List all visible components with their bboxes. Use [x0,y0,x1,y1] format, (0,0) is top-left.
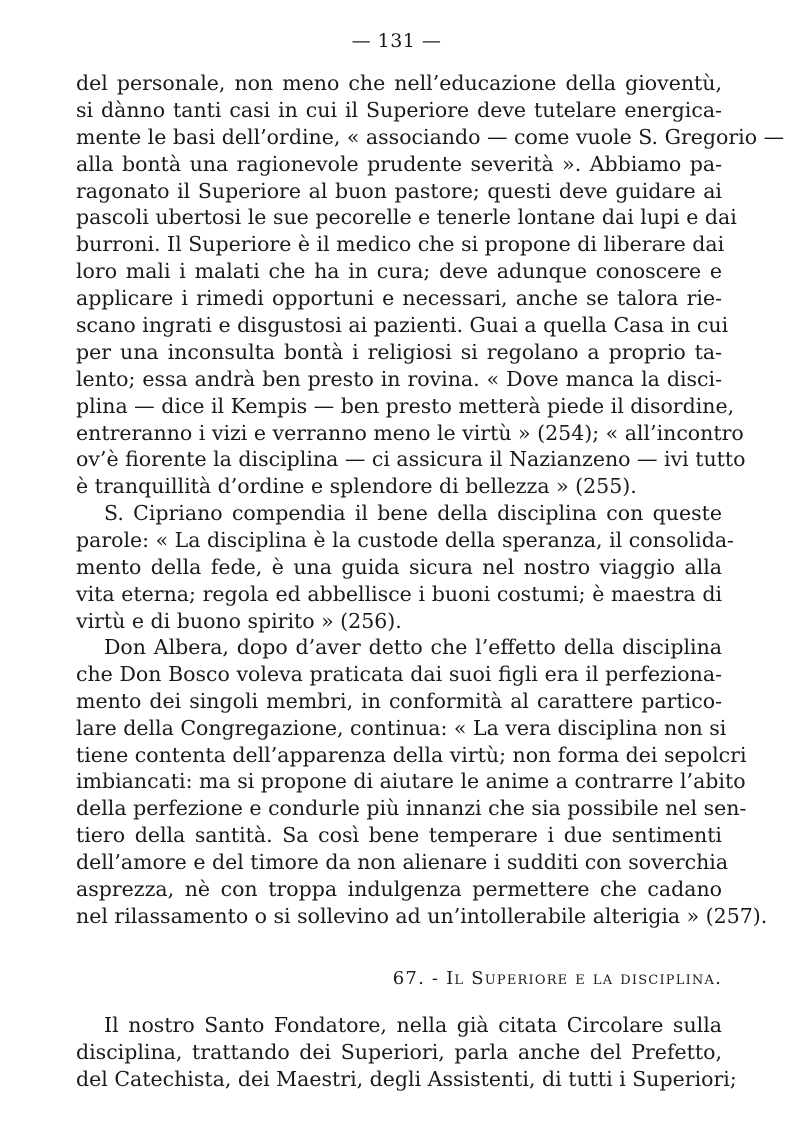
text-line: pascoli ubertosi le sue pecorelle e tenerle lontane dai lupi e dai [76,205,737,230]
text-line: della perfezione e condurle più innanzi che sia possibile nel sen- [76,796,747,821]
text-line: loro mali i malati che ha in cura; deve adunque conoscere e [76,259,722,284]
text-line: dell’amore e del timore da non alienare i sudditi con soverchia [76,850,729,875]
text-line: tiero della santità. Sa così bene temperare i due sentimenti [76,823,722,848]
text-line: Il nostro Santo Fondatore, nella già citata Circolare sulla [104,1013,722,1037]
text-line: tiene contenta dell’apparenza della virtù; non forma dei sepolcri [76,742,747,767]
text-line: che Don Bosco voleva praticata dai suoi figli era il perfeziona- [76,661,722,686]
text-line: virtù e di buono spirito » (256). [76,608,402,633]
text-line: scano ingrati e disgustosi ai pazienti. Guai a quella Casa in cui [76,313,729,338]
text-line: è tranquillità d’ordine e splendore di bellezza » (255). [76,474,637,499]
paragraph-3 [76,634,768,930]
page-number: — 131 — [351,30,442,52]
text-line: imbiancati: ma si propone di aiutare le anime a contrarre l’abito [76,769,746,794]
text-line: per una inconsulta bontà i religiosi si regolano a proprio ta- [76,339,722,364]
text-line: mente le basi dell’ordine, « associando — come vuole S. Gregorio — [76,124,785,149]
text-line: alla bontà una ragionevole prudente severità ». Abbiamo pa- [76,151,722,176]
text-line: vita eterna; regola ed abbellisce i buoni costumi; è maestra di [76,581,722,606]
paragraph-1 [76,70,785,500]
text-line: Don Albera, dopo d’aver detto che l’effetto della disciplina [104,635,722,659]
text-line: del Catechista, dei Maestri, degli Assistenti, di tutti i Superiori; [76,1066,737,1091]
text-line: si dànno tanti casi in cui il Superiore deve tutelare energica- [76,97,722,122]
section-title: Il Superiore e la disciplina. [446,968,722,989]
text-line: ov’è fiorente la disciplina — ci assicura il Nazianzeno — ivi tutto [76,447,746,472]
section-heading [0,968,722,989]
text-line: parole: « La disciplina è la custode della speranza, il consolida- [76,527,734,552]
text-line: lare della Congregazione, continua: « La vera disciplina non si [76,715,727,740]
text-line: del personale, non meno che nell’educazione della gioventù, [76,71,722,95]
text-line: mento dei singoli membri, in conformità al carattere partico- [76,688,722,713]
text-line: entreranno i vizi e verranno meno le virtù » (254); « all’incontro [76,420,744,445]
text-line: asprezza, nè con troppa indulgenza permettere che cadano [76,877,722,902]
text-line: mento della fede, è una guida sicura nel nostro viaggio alla [76,554,722,579]
closing-paragraph [76,1012,737,1093]
text-line: applicare i rimedi opportuni e necessari, anche se talora rie- [76,286,722,311]
section-number: 67. - [392,968,440,989]
text-line: ragonato il Superiore al buon pastore; questi deve guidare ai [76,178,722,203]
text-line: burroni. Il Superiore è il medico che si propone di liberare dai [76,232,725,257]
paragraph-2 [76,500,734,634]
text-line: plina — dice il Kempis — ben presto metterà piede il disordine, [76,393,735,418]
text-line: lento; essa andrà ben presto in rovina. « Dove manca la disci- [76,366,722,391]
text-line: nel rilassamento o si sollevino ad un’intollerabile alterigia » (257). [76,903,768,928]
text-line: disciplina, trattando dei Superiori, parla anche del Prefetto, [76,1039,722,1064]
text-line: S. Cipriano compendia il bene della disciplina con queste [104,501,722,525]
